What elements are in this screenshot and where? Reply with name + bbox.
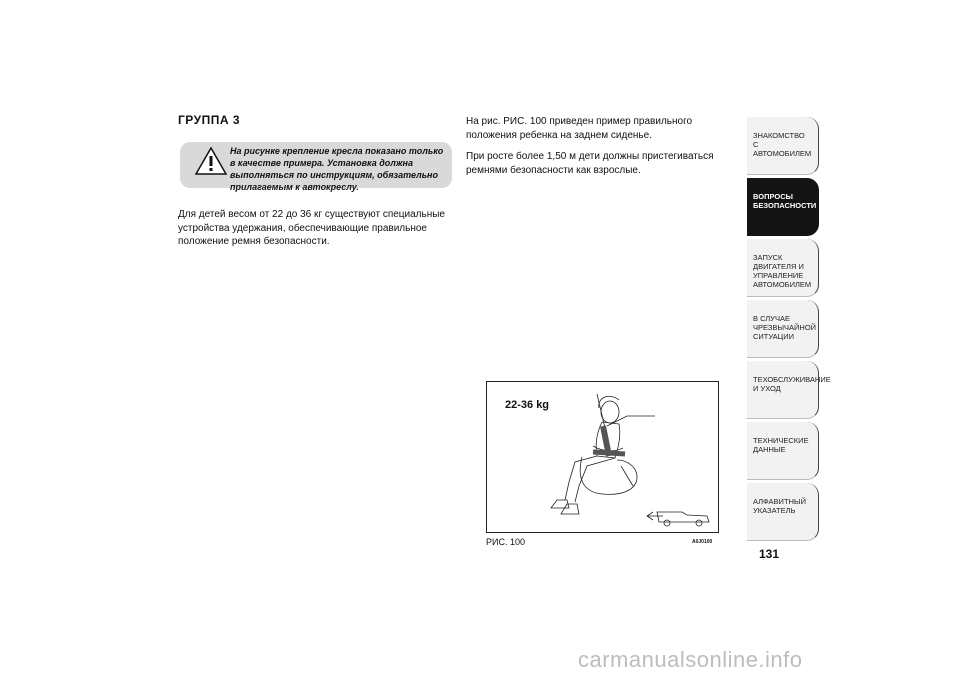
watermark: carmanualsonline.info — [578, 647, 803, 672]
figure-code: A0J0100 — [692, 539, 713, 545]
figure-weight-label: 22-36 kg — [505, 399, 550, 411]
paragraph-left: Для детей весом от 22 до 36 кг существуют специальные устройства удержания, обеспечивающие правильное положение ремня безопасности. — [178, 209, 445, 247]
tab-introduction[interactable]: ЗНАКОМСТВО С АВТОМОБИЛЕМ — [747, 117, 819, 175]
tab-maintenance[interactable]: ТЕХОБСЛУЖИВАНИЕ И УХОД — [747, 361, 819, 419]
figure-caption: РИС. 100 — [486, 537, 525, 547]
warning-box — [180, 142, 452, 192]
page-number: 131 — [759, 547, 780, 561]
child-seat-drawing — [487, 382, 718, 532]
tab-technical-data[interactable]: ТЕХНИЧЕСКИЕ ДАННЫЕ — [747, 422, 819, 480]
section-heading: ГРУППА 3 — [178, 113, 241, 127]
tab-safety[interactable]: ВОПРОСЫ БЕЗОПАСНОСТИ — [747, 178, 819, 236]
figure-illustration — [486, 381, 719, 533]
paragraph-right-1: На рис. РИС. 100 приведен пример правильного положения ребенка на заднем сиденье. — [466, 116, 693, 141]
tab-index[interactable]: АЛФАВИТНЫЙ УКАЗАТЕЛЬ — [747, 483, 819, 541]
paragraph-right-2: При росте более 1,50 м дети должны пристегиваться ремнями безопасности как взрослые. — [466, 151, 714, 176]
tab-starting-driving[interactable]: ЗАПУСК ДВИГАТЕЛЯ И УПРАВЛЕНИЕ АВТОМОБИЛЕМ — [747, 239, 819, 297]
tab-emergency[interactable]: В СЛУЧАЕ ЧРЕЗВЫЧАЙНОЙ СИТУАЦИИ — [747, 300, 819, 358]
warning-icon — [194, 146, 228, 176]
warning-text: На рисунке крепление кресла показано только в качестве примера. Установка должна выполняться по инструкциям, обязательно прилагаемым к автокреслу. — [230, 146, 444, 192]
